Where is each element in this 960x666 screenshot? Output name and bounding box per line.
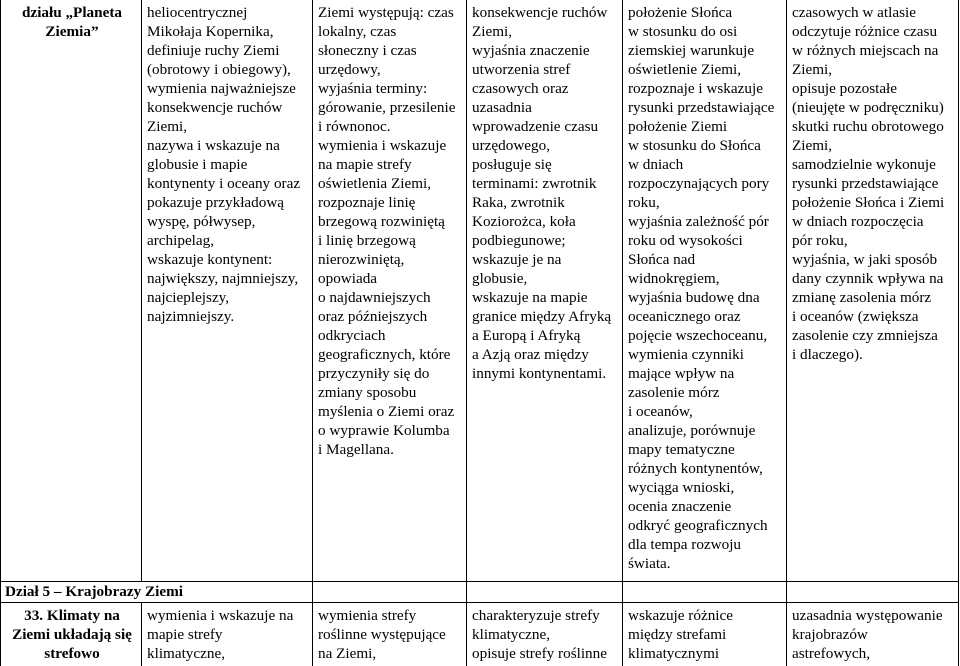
text-line: wyciąga wnioski, bbox=[628, 479, 735, 496]
text-line: i Magellana. bbox=[318, 441, 394, 458]
text-line: na mapie strefy bbox=[318, 156, 412, 173]
text-line: wyjaśnia terminy: bbox=[318, 80, 428, 97]
text-line: posługuje się bbox=[472, 156, 552, 173]
text-line: myślenia o Ziemi oraz bbox=[318, 403, 455, 420]
text-line: utworzenia stref bbox=[472, 61, 571, 78]
text-line: klimatyczne, bbox=[147, 645, 226, 662]
text-line: i równonoc. bbox=[318, 118, 391, 135]
text-line: górowanie, przesilenie bbox=[318, 99, 456, 116]
requirements-cell-excellent bbox=[787, 0, 958, 602]
text-line: ziemskiej warunkuje bbox=[628, 42, 755, 59]
text-line: samodzielnie wykonuje bbox=[792, 156, 936, 173]
topic-cell bbox=[1, 603, 141, 666]
text-line: widnokręgiem, bbox=[628, 270, 720, 287]
text-line: Słońca nad bbox=[628, 251, 696, 268]
text-line: urzędowego, bbox=[472, 137, 551, 154]
text-line: wymienia czynniki bbox=[628, 346, 744, 363]
text-line: wyjaśnia, w jaki sposób bbox=[792, 251, 938, 268]
text-line: roku od wysokości bbox=[628, 232, 743, 249]
text-line: w stosunku do Słońca bbox=[628, 137, 761, 154]
text-line: archipelag, bbox=[147, 232, 215, 249]
text-line: czasowych w atlasie bbox=[792, 4, 916, 21]
text-line: czasowych oraz bbox=[472, 80, 569, 97]
text-line: wymienia i wskazuje bbox=[318, 137, 447, 154]
text-line: słoneczny i czas bbox=[318, 42, 417, 59]
text-line: przyczyniły się do bbox=[318, 365, 430, 382]
text-line: położenie Słońca i Ziemi bbox=[792, 194, 945, 211]
text-line: i linię brzegową bbox=[318, 232, 416, 249]
text-line: Ziemi występują: czas bbox=[318, 4, 454, 21]
text-line: ocenia znaczenie bbox=[628, 498, 732, 515]
requirements-cell-excellent bbox=[787, 603, 958, 666]
text-line: pór roku, bbox=[792, 232, 848, 249]
text-line: wyspę, półwysep, bbox=[147, 213, 256, 230]
table-border-right bbox=[958, 0, 959, 666]
text-line: oceanicznego oraz bbox=[628, 308, 741, 325]
text-line: wyjaśnia budowę dna bbox=[628, 289, 760, 306]
topic-line: działu „Planeta bbox=[22, 4, 122, 21]
text-line: klimatycznymi bbox=[628, 645, 720, 662]
text-line: terminami: zwrotnik bbox=[472, 175, 597, 192]
text-line: Ziemi, bbox=[147, 118, 188, 135]
text-line: wskazuje je na bbox=[472, 251, 562, 268]
text-line: konsekwencje ruchów bbox=[147, 99, 283, 116]
text-line: najzimniejszy. bbox=[147, 308, 235, 325]
text-line: odkryć geograficznych bbox=[628, 517, 768, 534]
text-line: opisuje strefy roślinne bbox=[472, 645, 607, 662]
text-line: urzędowy, bbox=[318, 61, 381, 78]
text-line: nierozwiniętą, bbox=[318, 251, 405, 268]
topic-line: Ziemi układają się bbox=[12, 626, 132, 643]
text-line: mapy tematyczne bbox=[628, 441, 735, 458]
text-line: wprowadzenie czasu bbox=[472, 118, 599, 135]
text-line: krajobrazów bbox=[792, 626, 868, 643]
text-line: roślinne występujące bbox=[318, 626, 446, 643]
text-line: i oceanów, bbox=[628, 403, 693, 420]
text-line: najcieplejszy, bbox=[147, 289, 230, 306]
topic-line: 33. Klimaty na bbox=[24, 607, 120, 624]
text-line: kontynenty i oceany oraz bbox=[147, 175, 301, 192]
text-line: zasolenie mórz bbox=[628, 384, 720, 401]
text-line: astrefowych, bbox=[792, 645, 871, 662]
requirements-cell-extended bbox=[313, 603, 466, 666]
text-line: Mikołaja Kopernika, bbox=[147, 23, 274, 40]
text-line: brzegową rozwiniętą bbox=[318, 213, 445, 230]
text-line: mapie strefy bbox=[147, 626, 223, 643]
text-line: rysunki przedstawiające bbox=[792, 175, 939, 192]
requirements-cell-basic bbox=[142, 0, 312, 602]
text-line: położenie Słońca bbox=[628, 4, 733, 21]
text-line: a Europą i Afryką bbox=[472, 327, 581, 344]
text-line: największy, najmniejszy, bbox=[147, 270, 299, 287]
text-line: pojęcie wszechoceanu, bbox=[628, 327, 768, 344]
text-line: w dniach rozpoczęcia bbox=[792, 213, 924, 230]
text-line: (obrotowy i obiegowy), bbox=[147, 61, 291, 78]
text-line: Ziemi, bbox=[472, 23, 513, 40]
text-line: uzasadnia występowanie bbox=[792, 607, 943, 624]
text-line: nazywa i wskazuje na bbox=[147, 137, 280, 154]
text-line: oraz późniejszych bbox=[318, 308, 428, 325]
text-line: rozpoznaje i wskazuje bbox=[628, 80, 763, 97]
text-line: dany czynnik wpływa na bbox=[792, 270, 944, 287]
text-line: innymi kontynentami. bbox=[472, 365, 607, 382]
text-line: geograficznych, które bbox=[318, 346, 451, 363]
text-line: i dlaczego). bbox=[792, 346, 863, 363]
text-line: Raka, zwrotnik bbox=[472, 194, 565, 211]
text-line: granice między Afryką bbox=[472, 308, 612, 325]
text-line: zmianę zasolenia mórz bbox=[792, 289, 932, 306]
text-line: wymienia i wskazuje na bbox=[147, 607, 294, 624]
text-line: roku, bbox=[628, 194, 660, 211]
text-line: charakteryzuje strefy bbox=[472, 607, 600, 624]
text-line: o najdawniejszych bbox=[318, 289, 431, 306]
text-line: w dniach bbox=[628, 156, 684, 173]
text-line: podbiegunowe; bbox=[472, 232, 566, 249]
text-line: opisuje pozostałe bbox=[792, 80, 898, 97]
topic-line: strefowo bbox=[44, 645, 100, 662]
text-line: Ziemi, bbox=[792, 61, 833, 78]
text-line: świata. bbox=[628, 555, 671, 572]
text-line: między strefami bbox=[628, 626, 727, 643]
section-heading: Dział 5 – Krajobrazy Ziemi bbox=[5, 583, 183, 600]
text-line: oświetlenia Ziemi, bbox=[318, 175, 432, 192]
text-line: rozpoznaje linię bbox=[318, 194, 416, 211]
text-line: odkryciach bbox=[318, 327, 386, 344]
text-line: na Ziemi, bbox=[318, 645, 377, 662]
text-line: Ziemi, bbox=[792, 137, 833, 154]
text-line: uzasadnia bbox=[472, 99, 532, 116]
text-line: lokalny, czas bbox=[318, 23, 397, 40]
requirements-cell-advanced bbox=[467, 603, 622, 666]
text-line: globusie, bbox=[472, 270, 528, 287]
text-line: pokazuje przykładową bbox=[147, 194, 285, 211]
text-line: o wyprawie Kolumba bbox=[318, 422, 450, 439]
text-line: wskazuje kontynent: bbox=[147, 251, 273, 268]
text-line: definiuje ruchy Ziemi bbox=[147, 42, 280, 59]
text-line: globusie i mapie bbox=[147, 156, 248, 173]
requirements-cell-extended bbox=[313, 0, 466, 602]
text-line: heliocentrycznej bbox=[147, 4, 248, 21]
text-line: wskazuje na mapie bbox=[472, 289, 588, 306]
text-line: położenie Ziemi bbox=[628, 118, 728, 135]
text-line: klimatyczne, bbox=[472, 626, 551, 643]
text-line: wyjaśnia znaczenie bbox=[472, 42, 590, 59]
text-line: w stosunku do osi bbox=[628, 23, 738, 40]
text-line: skutki ruchu obrotowego bbox=[792, 118, 944, 135]
text-line: w różnych miejscach na bbox=[792, 42, 939, 59]
requirements-cell-basic bbox=[142, 603, 312, 666]
text-line: Koziorożca, koła bbox=[472, 213, 576, 230]
text-line: (nieujęte w podręczniku) bbox=[792, 99, 944, 116]
requirements-cell-very-good bbox=[623, 603, 786, 666]
text-line: opowiada bbox=[318, 270, 378, 287]
text-line: oświetlenie Ziemi, bbox=[628, 61, 742, 78]
text-line: rozpoczynających pory bbox=[628, 175, 770, 192]
text-line: konsekwencje ruchów bbox=[472, 4, 608, 21]
topic-line: Ziemia” bbox=[45, 23, 99, 40]
text-line: dla tempa rozwoju bbox=[628, 536, 742, 553]
text-line: i oceanów (zwiększa bbox=[792, 308, 919, 325]
text-line: wymienia strefy bbox=[318, 607, 417, 624]
text-line: wskazuje różnice bbox=[628, 607, 733, 624]
text-line: różnych kontynentów, bbox=[628, 460, 763, 477]
text-line: rysunki przedstawiające bbox=[628, 99, 775, 116]
text-line: zasolenie czy zmniejsza bbox=[792, 327, 938, 344]
requirements-cell-very-good bbox=[623, 0, 786, 602]
text-line: mające wpływ na bbox=[628, 365, 735, 382]
text-line: analizuje, porównuje bbox=[628, 422, 756, 439]
text-line: odczytuje różnice czasu bbox=[792, 23, 938, 40]
text-line: a Azją oraz między bbox=[472, 346, 589, 363]
requirements-cell-advanced bbox=[467, 0, 622, 602]
text-line: wyjaśnia zależność pór bbox=[628, 213, 769, 230]
text-line: wymienia najważniejsze bbox=[147, 80, 296, 97]
text-line: zmiany sposobu bbox=[318, 384, 417, 401]
